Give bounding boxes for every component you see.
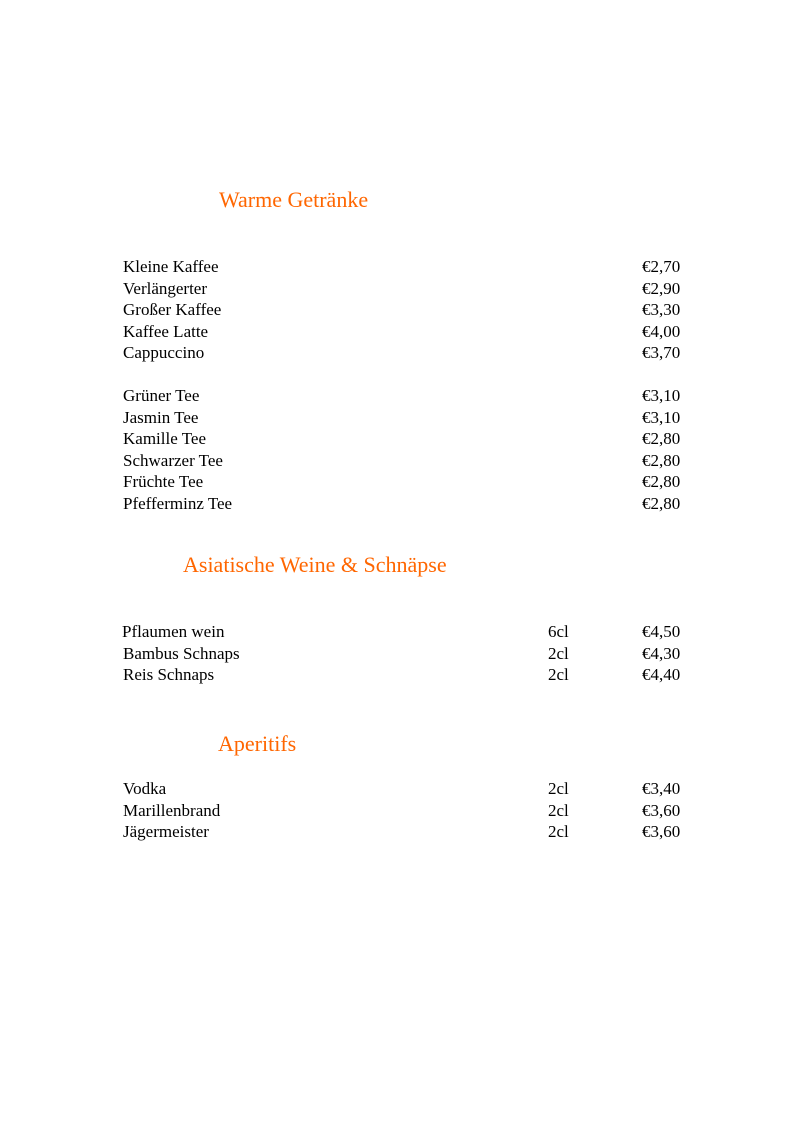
menu-list-asian-wines bbox=[123, 621, 723, 686]
item-name: Kleine Kaffee bbox=[123, 257, 219, 276]
item-name: Früchte Tee bbox=[123, 472, 204, 491]
item-price: €4,30 bbox=[642, 643, 681, 663]
item-price: €4,40 bbox=[642, 665, 681, 684]
menu-item bbox=[123, 450, 723, 472]
menu-item bbox=[123, 493, 723, 515]
menu-item bbox=[123, 321, 723, 343]
menu-item bbox=[123, 407, 723, 429]
item-price: €4,50 bbox=[642, 622, 681, 641]
item-price: €2,70 bbox=[642, 257, 681, 276]
item-size: 2cl bbox=[548, 643, 569, 663]
menu-item bbox=[123, 621, 723, 643]
item-name: Kamille Tee bbox=[123, 429, 206, 448]
item-size: 2cl bbox=[548, 800, 569, 820]
item-price: €2,80 bbox=[642, 472, 681, 491]
item-size: 2cl bbox=[548, 665, 569, 684]
menu-item bbox=[123, 643, 723, 665]
menu-item bbox=[123, 664, 723, 686]
menu-item bbox=[123, 299, 723, 321]
item-size: 6cl bbox=[548, 622, 569, 641]
menu-list-warm-drinks bbox=[123, 256, 723, 514]
section-title-asian-wines: Asiatische Weine & Schnäpse bbox=[183, 552, 447, 577]
menu-item bbox=[123, 471, 723, 493]
item-name: Großer Kaffee bbox=[123, 300, 222, 319]
item-name: Kaffee Latte bbox=[123, 321, 209, 341]
item-price: €2,80 bbox=[642, 429, 681, 448]
item-price: €3,60 bbox=[642, 800, 681, 820]
item-size: 2cl bbox=[548, 822, 569, 841]
item-price: €2,90 bbox=[642, 278, 681, 298]
menu-item bbox=[123, 342, 723, 364]
menu-list-aperitifs bbox=[123, 778, 723, 843]
item-name: Vodka bbox=[123, 779, 167, 798]
item-price: €2,80 bbox=[642, 493, 681, 513]
item-price: €3,30 bbox=[642, 300, 681, 319]
group-spacer bbox=[123, 364, 723, 386]
item-name: Bambus Schnaps bbox=[123, 643, 240, 663]
item-price: €3,10 bbox=[642, 386, 681, 405]
section-title-aperitifs: Aperitifs bbox=[218, 731, 297, 756]
item-price: €4,00 bbox=[642, 321, 681, 341]
menu-item bbox=[123, 821, 723, 843]
item-name: Marillenbrand bbox=[123, 800, 221, 820]
item-name: Pfefferminz Tee bbox=[123, 493, 233, 513]
item-price: €3,70 bbox=[642, 343, 681, 362]
item-price: €3,60 bbox=[642, 822, 681, 841]
item-price: €3,40 bbox=[642, 779, 681, 798]
item-price: €3,10 bbox=[642, 407, 681, 427]
item-name: Jasmin Tee bbox=[123, 407, 199, 427]
section-title-warm-drinks: Warme Getränke bbox=[219, 187, 369, 212]
item-name: Schwarzer Tee bbox=[123, 450, 223, 470]
menu-item bbox=[123, 385, 723, 407]
item-name: Verlängerter bbox=[123, 278, 208, 298]
item-name: Cappuccino bbox=[123, 343, 205, 362]
menu-item bbox=[123, 778, 723, 800]
menu-item bbox=[123, 256, 723, 278]
menu-item bbox=[123, 278, 723, 300]
menu-item bbox=[123, 800, 723, 822]
item-name: Pflaumen wein bbox=[122, 622, 225, 641]
item-name: Reis Schnaps bbox=[123, 665, 215, 684]
item-name: Grüner Tee bbox=[123, 386, 200, 405]
item-size: 2cl bbox=[548, 779, 569, 798]
item-price: €2,80 bbox=[642, 450, 681, 470]
menu-item bbox=[123, 428, 723, 450]
item-name: Jägermeister bbox=[123, 822, 209, 841]
